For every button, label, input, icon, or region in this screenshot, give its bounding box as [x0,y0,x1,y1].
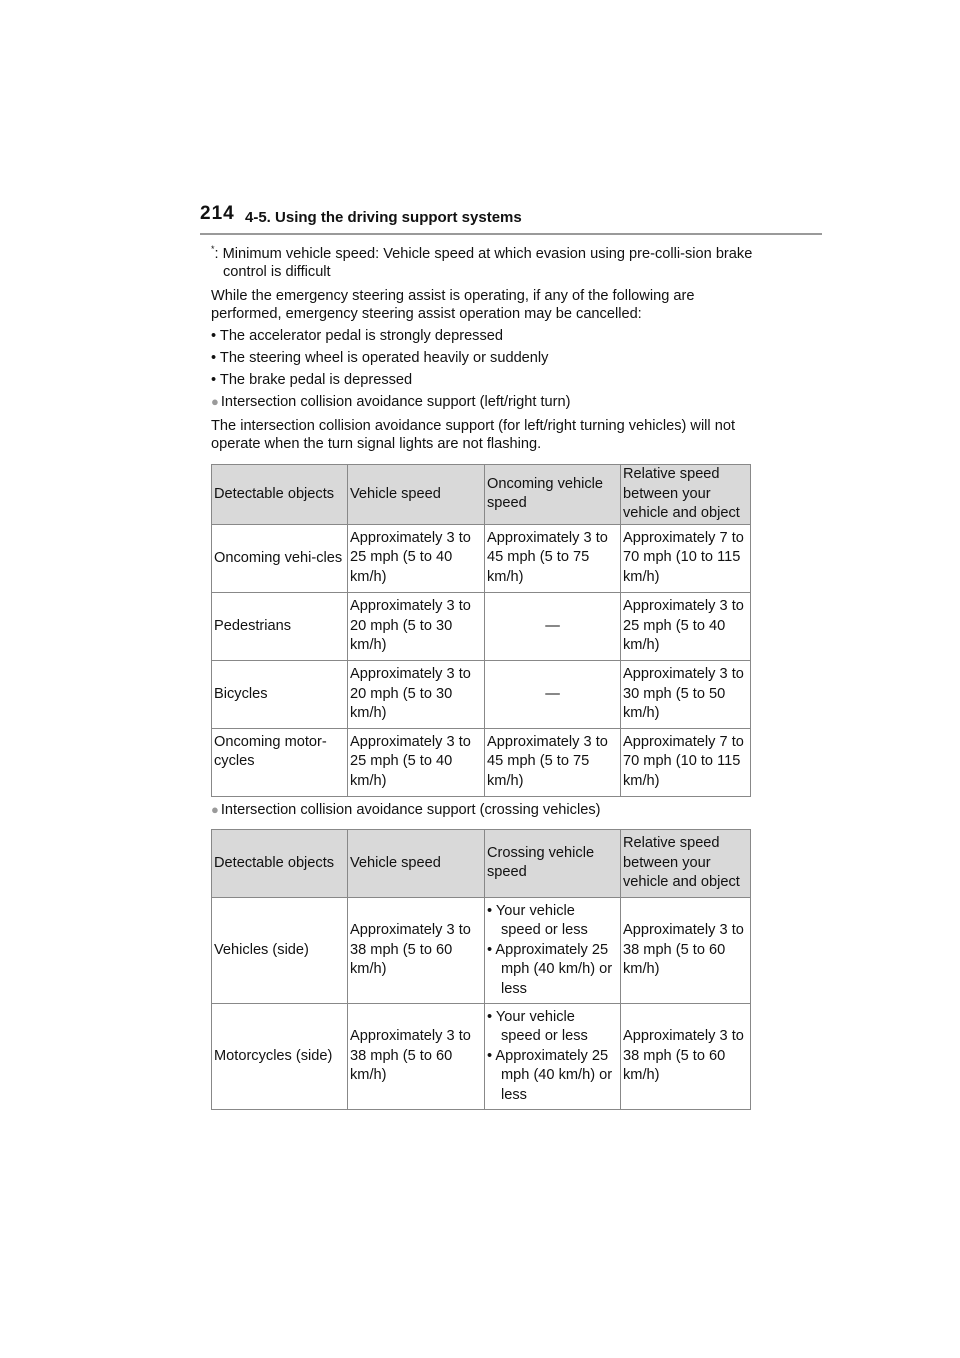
section-heading-left-right-turn [211,393,756,411]
column-header: Detectable objects [212,464,348,524]
table-row [212,592,751,660]
column-header: Relative speed between your vehicle and object [621,829,751,897]
footnote-mark: * [211,244,215,254]
table-cell [485,897,621,1003]
column-header: Detectable objects [212,829,348,897]
bullet-item: • Approximately 25 mph (40 km/h) or less [487,941,613,997]
table-cell: Pedestrians [212,592,348,660]
footnote-text: : Minimum vehicle speed: Vehicle speed at which evasion using pre-colli-sion brake control is difficult [214,245,753,280]
left-right-turn-table [211,464,751,797]
section-intro: The intersection collision avoidance support (for left/right turning vehicles) will not operate when the turn signal lights are not flashing. [211,417,736,452]
footnote [211,240,756,281]
bullet-item: • The steering wheel is operated heavily or suddenly [211,349,549,366]
bullet-item: • The brake pedal is depressed [211,371,413,388]
bullet-item: • Your vehicle speed or less [487,1008,588,1045]
table-cell: Approximately 3 to 45 mph (5 to 75 km/h) [485,524,621,592]
table-cell: Approximately 3 to 20 mph (5 to 30 km/h) [348,660,485,728]
table-row [212,897,751,1003]
table-cell: Approximately 3 to 38 mph (5 to 60 km/h) [621,1003,751,1109]
column-header: Relative speed between your vehicle and object [621,464,751,524]
table-cell: Approximately 3 to 25 mph (5 to 40 km/h) [348,524,485,592]
table-cell: Approximately 7 to 70 mph (10 to 115 km/h) [621,728,751,796]
cancel-conditions-paragraph: While the emergency steering assist is operating, if any of the following are performed, emergency steering assist operation may be cancelled: [211,287,695,322]
section-heading-text: Intersection collision avoidance support (left/right turn) [220,393,571,410]
table-cell: Approximately 7 to 70 mph (10 to 115 km/h) [621,524,751,592]
column-header: Crossing vehicle speed [485,829,621,897]
table-cell: Bicycles [212,660,348,728]
table-row [212,524,751,592]
table-row [212,728,751,796]
table-header-row [212,829,751,897]
table-cell: Vehicles (side) [212,897,348,1003]
bullet-item: • Your vehicle speed or less [487,902,588,939]
table-cell: Approximately 3 to 45 mph (5 to 75 km/h) [485,728,621,796]
table-cell: Approximately 3 to 25 mph (5 to 40 km/h) [621,592,751,660]
section-heading-crossing [211,801,756,819]
column-header: Vehicle speed [348,464,485,524]
column-header: Oncoming vehicle speed [485,464,621,524]
table-header-row [212,464,751,524]
table-cell: Approximately 3 to 38 mph (5 to 60 km/h) [348,1003,485,1109]
table-cell: Approximately 3 to 38 mph (5 to 60 km/h) [621,897,751,1003]
table-cell: Oncoming motor-cycles [212,728,348,796]
table-cell: Approximately 3 to 38 mph (5 to 60 km/h) [348,897,485,1003]
table-cell: Approximately 3 to 25 mph (5 to 40 km/h) [348,728,485,796]
circle-bullet-icon: ● [211,393,219,409]
table-cell: Motorcycles (side) [212,1003,348,1109]
table-cell: — [485,660,621,728]
bullet-item: • The accelerator pedal is strongly depressed [211,327,504,344]
page-content [211,240,756,1110]
bullet-item: • Approximately 25 mph (40 km/h) or less [487,1047,613,1103]
table-cell: Oncoming vehi-cles [212,524,348,592]
section-heading-text: Intersection collision avoidance support (crossing vehicles) [220,801,601,818]
table-cell: Approximately 3 to 30 mph (5 to 50 km/h) [621,660,751,728]
crossing-vehicles-table [211,829,751,1110]
table-cell: — [485,592,621,660]
circle-bullet-icon: ● [211,801,219,817]
page-number: 214 [200,203,235,224]
table-cell: Approximately 3 to 20 mph (5 to 30 km/h) [348,592,485,660]
section-title: 4-5. Using the driving support systems [245,209,522,226]
table-row [212,660,751,728]
table-row [212,1003,751,1109]
header-divider [200,233,822,235]
table-cell [485,1003,621,1109]
column-header: Vehicle speed [348,829,485,897]
